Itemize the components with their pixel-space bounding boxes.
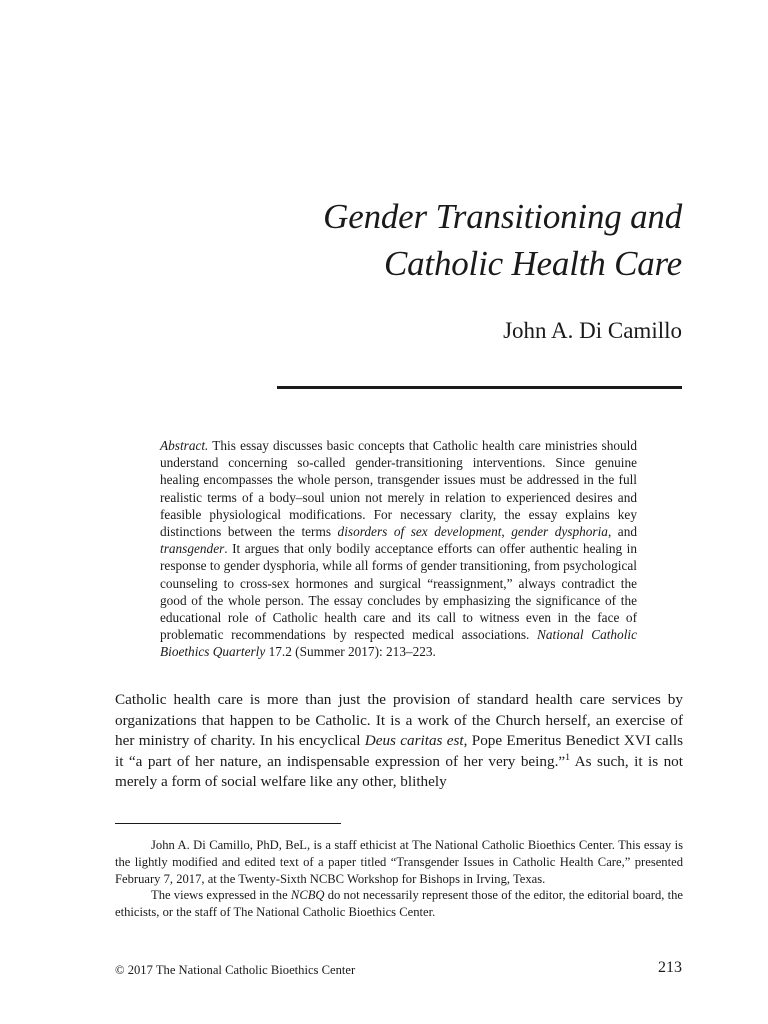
author-name: John A. Di Camillo (503, 318, 682, 343)
title-line-1: Gender Transitioning and (323, 197, 682, 236)
body-paragraph (115, 690, 683, 793)
disclaimer-text-2: do not necessarily represent those of the editor, the editorial board, the ethicists, or the staff of The National Catholic Bioethics Center. (115, 888, 683, 920)
journal-abbreviation: NCBQ (290, 888, 325, 903)
abstract-term-1: disorders of sex development (337, 524, 502, 540)
abstract (160, 437, 637, 661)
footnote-divider (115, 823, 341, 824)
title-divider (277, 386, 682, 389)
footnotes (115, 837, 683, 921)
footnote-author-bio: John A. Di Camillo, PhD, BeL, is a staff ethicist at The National Catholic Bioethics Center. This essay is the lightly modified and edited text of a paper titled “Transgender Issues in Catholic Health Care,” presented February 7, 2017, at the Twenty-Sixth NCBC Workshop for Bishops in Irving, Texas. (115, 838, 683, 886)
footnote-disclaimer (115, 887, 683, 921)
abstract-sep-1: , (501, 524, 512, 540)
encyclical-title: Deus caritas est (364, 732, 464, 750)
abstract-text-2: . It argues that only bodily acceptance efforts can offer authentic healing in response to gender dysphoria, while all forms of gender transitioning, from psychological counseling to cross-sex hormones and surgical “reassignment,” always contradict the good of the whole person. The essay concludes by emphasizing the significance of the educational role of Catholic health care and its call to witness even in the face of problematic recommendations by respected medical associations. (160, 541, 637, 643)
title-line-2: Catholic Health Care (383, 244, 682, 283)
disclaimer-text-1: The views expressed in the (151, 888, 291, 903)
body-text-3: As such, it is not merely a form of social welfare like any other, blithely (115, 752, 683, 791)
body-text-2: , Pope Emeritus Benedict XVI calls it “a part of her nature, an indispensable expression of her very being.” (115, 732, 683, 770)
abstract-term-2: gender dysphoria (511, 524, 608, 540)
page-number: 213 (658, 959, 682, 976)
abstract-text-1: This essay discusses basic concepts that Catholic health care ministries should understand concerning so-called gender-transitioning interventions. Since genuine healing encompasses the whole person, transgender issues must be addressed in the full realistic terms of a body–soul union not merely in relation to experienced desires and feasible physiological modifications. For necessary clarity, the essay explains key distinctions between the terms (160, 438, 637, 540)
footnote-reference[interactable]: 1 (565, 751, 571, 763)
abstract-journal: National Catholic Bioethics Quarterly (160, 627, 637, 660)
abstract-label: Abstract. (160, 438, 209, 453)
abstract-sep-2: , and (607, 524, 637, 540)
abstract-citation: 17.2 (Summer 2017): 213–223. (265, 644, 436, 660)
article-title (230, 193, 682, 287)
body-text-1: Catholic health care is more than just the provision of standard health care services by organizations that happen to be Catholic. It is a work of the Church herself, an exercise of her ministry of charity. In his encyclical (115, 691, 683, 750)
abstract-term-3: transgender (160, 541, 225, 557)
copyright-notice: © 2017 The National Catholic Bioethics Center (115, 963, 356, 977)
